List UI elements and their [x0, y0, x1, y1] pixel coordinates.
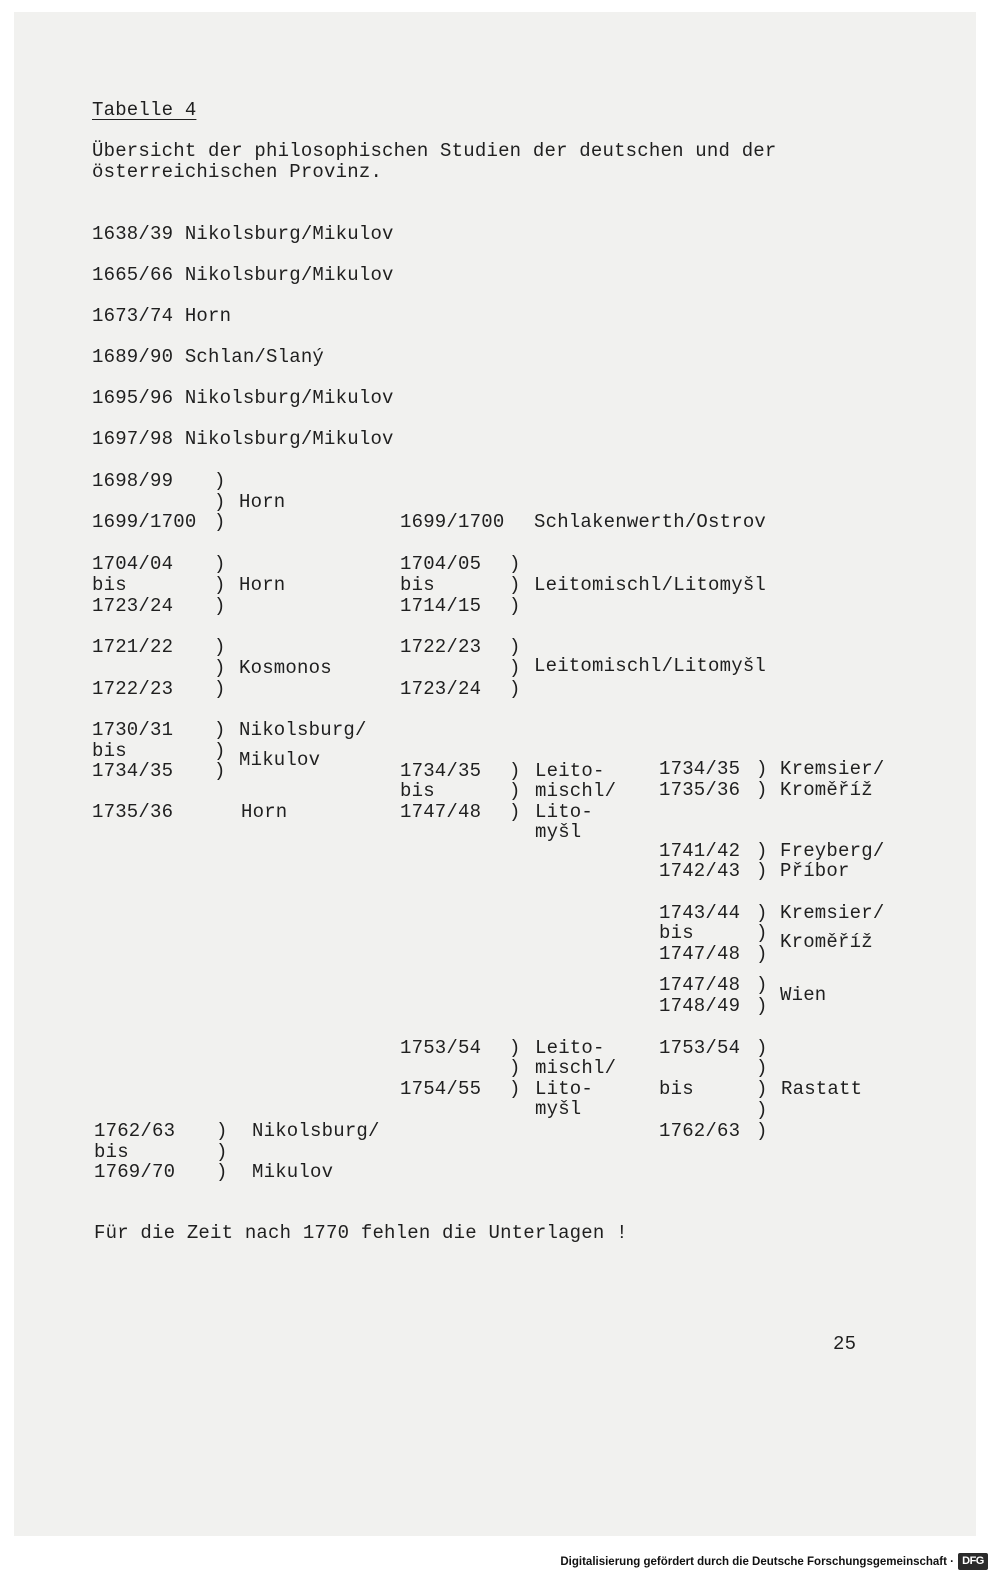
col1-g6-year-start: 1762/63: [94, 1120, 176, 1142]
col3-g3-place-line1: Kremsier/: [780, 902, 885, 924]
col2-g5-place-line2: mischl/: [535, 1057, 617, 1079]
col3-g4-place: Wien: [780, 984, 827, 1006]
col2-g4-place-line2: mischl/: [535, 780, 617, 802]
bracket: ): [756, 758, 768, 780]
bracket: ): [756, 840, 768, 862]
col3-g5-place: Rastatt: [781, 1078, 863, 1100]
col2-g3-place: Leitomischl/Litomyšl: [534, 655, 767, 677]
col3-g3-bis: bis: [659, 922, 694, 944]
bracket: ): [216, 1120, 228, 1142]
col2-g4-year-end: 1747/48: [400, 801, 482, 823]
bracket: ): [509, 1037, 521, 1059]
entry-1638: 1638/39 Nikolsburg/Mikulov: [92, 223, 394, 245]
col3-g2-year-start: 1741/42: [659, 840, 741, 862]
bracket: ): [756, 1120, 768, 1142]
bracket: ): [756, 995, 768, 1017]
bracket: ): [756, 860, 768, 882]
bracket: ): [216, 1161, 228, 1183]
col1-g4-year-start: 1730/31: [92, 719, 174, 741]
col1-g1-year-end: 1699/1700: [92, 511, 197, 533]
bracket: ): [756, 922, 768, 944]
col3-g3-place-line2: Kroměříž: [780, 931, 873, 953]
col3-g3-year-start: 1743/44: [659, 902, 741, 924]
col1-g6-year-end: 1769/70: [94, 1161, 176, 1183]
col2-g5-year-end: 1754/55: [400, 1078, 482, 1100]
col1-g4-place-line1: Nikolsburg/: [239, 719, 367, 741]
bracket: ): [509, 657, 521, 679]
col1-g1-place: Horn: [239, 491, 286, 513]
col2-g3-year-start: 1722/23: [400, 636, 482, 658]
bracket: ): [509, 574, 521, 596]
col1-g2-year-start: 1704/04: [92, 553, 174, 575]
col2-g5-year-start: 1753/54: [400, 1037, 482, 1059]
col3-g2-place-line1: Freyberg/: [780, 840, 885, 862]
entry-1673: 1673/74 Horn: [92, 305, 232, 327]
entry-1695: 1695/96 Nikolsburg/Mikulov: [92, 387, 394, 409]
bracket: ): [214, 719, 226, 741]
bracket: ): [756, 974, 768, 996]
bracket: ): [509, 780, 521, 802]
col1-g2-bis: bis: [92, 574, 127, 596]
bracket: ): [509, 1078, 521, 1100]
page-number: 25: [833, 1333, 857, 1355]
col1-g6-place-line2: Mikulov: [252, 1161, 334, 1183]
col2-g5-place-line3: Lito-: [535, 1078, 594, 1100]
col3-g2-year-end: 1742/43: [659, 860, 741, 882]
bracket: ): [214, 491, 226, 513]
bracket: ): [214, 470, 226, 492]
entry-1665: 1665/66 Nikolsburg/Mikulov: [92, 264, 394, 286]
col2-g4-place-line1: Leito-: [535, 760, 605, 782]
bracket: ): [214, 511, 226, 533]
bracket: ): [756, 1037, 768, 1059]
col1-g6-place-line1: Nikolsburg/: [252, 1120, 380, 1142]
bracket: ): [216, 1141, 228, 1163]
bracket: ): [214, 678, 226, 700]
col2-g2-bis: bis: [400, 574, 435, 596]
bracket: ): [214, 657, 226, 679]
col1-g1-year-start: 1698/99: [92, 470, 174, 492]
bracket: ): [509, 760, 521, 782]
col2-g2-place: Leitomischl/Litomyšl: [534, 574, 767, 596]
col3-g1-place-line1: Kremsier/: [780, 758, 885, 780]
col3-g2-place-line2: Příbor: [780, 860, 850, 882]
bracket: ): [509, 636, 521, 658]
col3-g5-bis: bis: [659, 1078, 694, 1100]
col1-g6-bis: bis: [94, 1141, 129, 1163]
bracket: ): [214, 760, 226, 782]
table-title: Tabelle 4: [92, 99, 197, 121]
bracket: ): [214, 553, 226, 575]
bracket: ): [756, 902, 768, 924]
col2-g5-place-line4: myšl: [535, 1098, 582, 1120]
bracket: ): [509, 553, 521, 575]
col3-g5-year-end: 1762/63: [659, 1120, 741, 1142]
col1-g4-bis: bis: [92, 740, 127, 762]
table-subtitle-line1: Übersicht der philosophischen Studien der deutschen und der: [92, 140, 777, 162]
col3-g1-year-start: 1734/35: [659, 758, 741, 780]
bracket: ): [756, 1057, 768, 1079]
bracket: ): [509, 1057, 521, 1079]
bracket: ): [509, 595, 521, 617]
table-subtitle-line2: österreichischen Provinz.: [92, 161, 383, 183]
col3-g4-year-end: 1748/49: [659, 995, 741, 1017]
col2-g4-place-line3: Lito-: [535, 801, 594, 823]
col1-g5-place: Horn: [241, 801, 288, 823]
col3-g1-year-end: 1735/36: [659, 779, 741, 801]
col2-g4-place-line4: myšl: [535, 821, 582, 843]
col1-g3-place: Kosmonos: [239, 657, 332, 679]
bracket: ): [214, 636, 226, 658]
col1-g3-year-start: 1721/22: [92, 636, 174, 658]
col3-g4-year-start: 1747/48: [659, 974, 741, 996]
col1-g2-year-end: 1723/24: [92, 595, 174, 617]
bracket: ): [509, 801, 521, 823]
bracket: ): [509, 678, 521, 700]
col1-g4-year-end: 1734/35: [92, 760, 174, 782]
col1-g4-place-line2: Mikulov: [239, 749, 321, 771]
footnote: Für die Zeit nach 1770 fehlen die Unterlagen !: [94, 1222, 628, 1244]
col2-g5-place-line1: Leito-: [535, 1037, 605, 1059]
col3-g3-year-end: 1747/48: [659, 943, 741, 965]
col2-g2-year-start: 1704/05: [400, 553, 482, 575]
bracket: ): [756, 779, 768, 801]
bracket: ): [756, 943, 768, 965]
bracket: ): [756, 1078, 768, 1100]
col1-g5-year: 1735/36: [92, 801, 174, 823]
col1-g3-year-end: 1722/23: [92, 678, 174, 700]
col3-g5-year-start: 1753/54: [659, 1037, 741, 1059]
bracket: ): [214, 740, 226, 762]
col2-g1-place: Schlakenwerth/Ostrov: [534, 511, 767, 533]
col2-g4-year-start: 1734/35: [400, 760, 482, 782]
col2-g4-bis: bis: [400, 780, 435, 802]
col2-g1-year: 1699/1700: [400, 511, 505, 533]
bracket: ): [214, 574, 226, 596]
col2-g2-year-end: 1714/15: [400, 595, 482, 617]
dfg-logo-icon: DFG: [958, 1553, 988, 1570]
entry-1697: 1697/98 Nikolsburg/Mikulov: [92, 428, 394, 450]
entry-1689: 1689/90 Schlan/Slaný: [92, 346, 325, 368]
col3-g1-place-line2: Kroměříž: [780, 779, 873, 801]
bracket: ): [214, 595, 226, 617]
bracket: ): [756, 1099, 768, 1121]
digitization-credit: Digitalisierung gefördert durch die Deutsche Forschungsgemeinschaft ·: [560, 1556, 954, 1568]
col2-g3-year-end: 1723/24: [400, 678, 482, 700]
col1-g2-place: Horn: [239, 574, 286, 596]
